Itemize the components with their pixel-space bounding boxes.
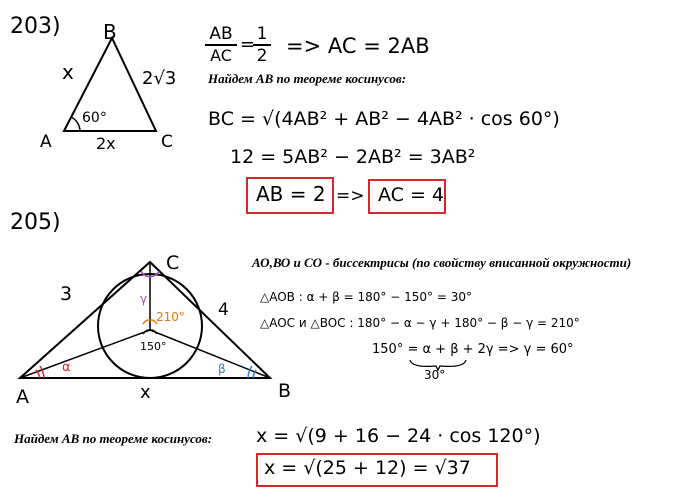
equation-x: x = √(9 + 16 − 24 · cos 120°): [256, 425, 541, 447]
ratio-fraction-ab-ac: [205, 24, 237, 65]
alpha-label: α: [62, 360, 71, 375]
angle-label-203: 60°: [82, 110, 107, 126]
vertex-c-205: C: [166, 252, 180, 274]
problem-number-203: 203): [10, 14, 61, 39]
equation-12: 12 = 5AB² − 2AB² = 3AB²: [230, 146, 476, 168]
note-cosine-theorem-205: Найдем АВ по теореме косинусов:: [14, 431, 213, 446]
side-ac-label-203: 2x: [96, 134, 116, 153]
result-x: x = √(25 + 12) = √37: [264, 457, 471, 479]
ratio-rhs-numerator: 1: [253, 24, 271, 46]
ratio-numerator: AB: [205, 24, 237, 46]
vertex-b-205: B: [278, 380, 292, 402]
angle-210-label: 210°: [156, 310, 185, 324]
equation-bc: BC = √(4AB² + AB² − 4AB² · cos 60°): [208, 108, 560, 130]
vertex-c-203: C: [161, 132, 173, 152]
note-bisectors: АО,ВО и СО - биссектрисы (по свойству вписанной окружности): [252, 255, 632, 270]
side-ac-label-205: 3: [60, 283, 73, 305]
equation-gamma: 150° = α + β + 2γ => γ = 60°: [372, 342, 574, 357]
side-ab-label-205: x: [140, 382, 151, 403]
ratio-implies: => AC = 2AB: [286, 34, 430, 58]
result-arrow: =>: [336, 186, 365, 206]
angle-150-label: 150°: [140, 340, 167, 353]
gamma-label: γ: [140, 292, 148, 306]
result-ab: AB = 2: [256, 182, 326, 206]
beta-label: β: [218, 362, 226, 376]
triangle-203: [30, 20, 230, 180]
side-bc-label-203: 2√3: [142, 68, 177, 89]
vertex-a-205: A: [16, 386, 29, 408]
vertex-b-203: B: [103, 20, 117, 44]
side-bc-label-205: 4: [218, 300, 229, 320]
result-ac: AC = 4: [378, 184, 445, 206]
underbrace-value: 30°: [424, 368, 446, 382]
problem-number-205: 205): [10, 210, 61, 235]
ratio-denominator: AC: [210, 46, 232, 65]
equation-aob: △AOB : α + β = 180° − 150° = 30°: [260, 290, 472, 304]
side-ab-label-203: x: [62, 60, 74, 84]
vertex-a-203: A: [40, 132, 52, 152]
ratio-equals: =: [240, 34, 256, 55]
equation-aoc-boc: △AOC и △BOC : 180° − α − γ + 180° − β − γ = 210°: [260, 316, 580, 330]
note-cosine-theorem-203: Найдем АВ по теореме косинусов:: [208, 71, 407, 86]
ratio-rhs-denominator: 2: [256, 46, 268, 66]
ratio-fraction-one-two: [253, 24, 271, 66]
